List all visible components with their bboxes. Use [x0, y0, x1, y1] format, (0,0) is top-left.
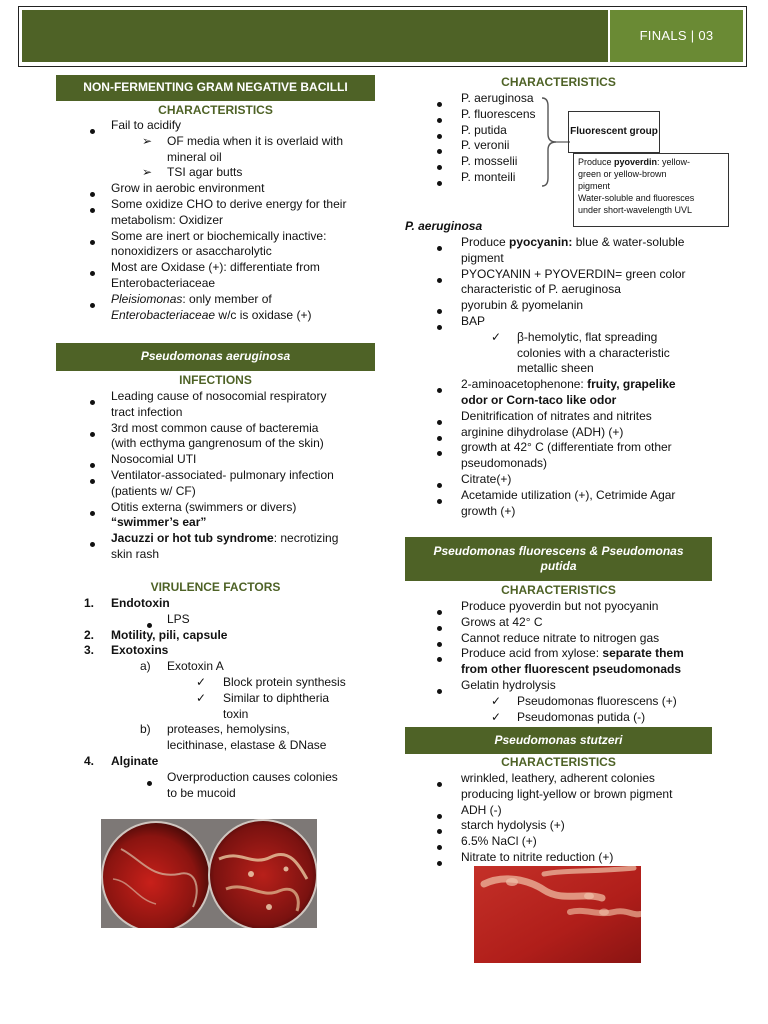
list-item-text: Grow in aerobic environment [111, 181, 265, 196]
list-item [0, 409, 720, 425]
list-item-text: pyorubin & pyomelanin [461, 298, 584, 313]
list-item-text: pseudomonads) [461, 456, 548, 471]
list-item-text: lecithinase, elastase & DNase [167, 738, 327, 753]
check-item [0, 330, 720, 346]
italic-term: Pleisiomonas [111, 291, 183, 306]
subheading-infections: INFECTIONS [179, 373, 252, 387]
bold-term: Jacuzzi or hot tub syndrome [111, 531, 274, 546]
list-item-text: Ventilator-associated- pulmonary infection [111, 467, 334, 482]
list-item [0, 377, 720, 393]
list-item [0, 440, 720, 456]
list-item [0, 834, 720, 850]
numbered-item [0, 754, 380, 770]
list-item-continued [0, 393, 720, 409]
list-item [0, 154, 560, 170]
list-item-text: Most are Oxidase (+): differentiate from [111, 260, 320, 275]
subheading-virulence: VIRULENCE FACTORS [150, 580, 281, 594]
list-item-text: Fail to acidify [111, 118, 182, 132]
list-item-text: PYOCYANIN + PYOVERDIN= green color [461, 266, 686, 281]
list-item-text: Acetamide utilization (+), Cetrimide Agar [461, 487, 676, 502]
section-title-text: NON-FERMENTING GRAM NEGATIVE BACILLI [83, 80, 348, 95]
italic-term: Enterobacteriaceae [111, 307, 216, 322]
item-letter: a) [140, 659, 151, 674]
list-item-text: Otitis externa (swimmers or divers) [111, 499, 297, 514]
species-name: P. mosselii [461, 154, 518, 169]
list-item-text: characteristic of P. aeruginosa [461, 282, 621, 297]
list-item [0, 678, 720, 694]
check-item [0, 710, 720, 726]
pyo-text: Produce [578, 157, 615, 167]
pyo-text: : yellow- [657, 157, 691, 167]
list-item-text: Cannot reduce nitrate to nitrogen gas [461, 630, 660, 645]
list-item-text: 2-aminoacetophenone: [461, 377, 588, 392]
list-item [0, 425, 720, 441]
species-name: P. putida [461, 122, 507, 137]
subheading-characteristics: CHARACTERISTICS [158, 103, 273, 117]
list-item-continued [0, 738, 380, 754]
bold-term: fruity, grapelike [587, 377, 676, 392]
bold-term: Endotoxin [111, 596, 170, 610]
section-title-stutzeri [405, 727, 712, 754]
list-item-text: 3rd most common cause of bacteremia [111, 420, 319, 435]
paeruginosa-list [0, 235, 720, 519]
list-item-text: to be mucoid [167, 785, 236, 800]
checkmark-icon: ✓ [196, 690, 207, 705]
list-item-text: Nosocomial UTI [111, 452, 197, 467]
subheading-characteristics-right: CHARACTERISTICS [501, 75, 616, 89]
list-item-text: Some are inert or biochemically inactive: [111, 228, 327, 243]
list-item-text: w/c is oxidase (+) [215, 307, 312, 322]
bold-term: separate them [602, 646, 684, 661]
list-item [0, 314, 720, 330]
list-item-text: Similar to diphtheria [223, 690, 330, 705]
checkmark-icon: ✓ [196, 674, 207, 689]
list-item [0, 488, 720, 504]
list-item [0, 818, 720, 834]
fluorescent-group-label: Fluorescent group [570, 126, 658, 137]
list-item [0, 235, 720, 251]
list-item [0, 91, 560, 107]
list-item-continued [0, 547, 380, 563]
page-label-text: FINALS | 03 [639, 28, 714, 44]
bullet-icon [437, 181, 442, 186]
list-item [0, 646, 720, 662]
list-item [0, 615, 720, 631]
bold-term: Alginate [111, 753, 159, 768]
list-item-continued [0, 346, 720, 362]
list-item [0, 472, 720, 488]
list-item [0, 170, 560, 186]
list-item-text: skin rash [111, 546, 160, 561]
list-item [0, 123, 560, 139]
list-item [0, 197, 380, 213]
list-item-text: pigment [461, 250, 504, 265]
pyo-line [578, 156, 724, 168]
list-item-text: Produce acid from xylose: [461, 646, 603, 661]
fluorescent-group-box [568, 111, 660, 153]
pyo-line: pigment [578, 181, 611, 191]
paeruginosa-heading: P. aeruginosa [405, 219, 483, 233]
list-item-text: nonoxidizers or asaccharolytic [111, 244, 272, 259]
list-item [0, 138, 560, 154]
list-item-text: : only member of [182, 291, 272, 306]
list-item-text: Nitrate to nitrite reduction (+) [461, 849, 614, 864]
list-item-text: Denitrification of nitrates and nitrites [461, 408, 652, 423]
list-item-text: Leading cause of nosocomial respiratory [111, 389, 327, 403]
list-item-text: TSI agar butts [167, 165, 243, 180]
list-item [0, 298, 720, 314]
list-item-text: ADH (-) [461, 802, 502, 817]
list-item-text: arginine dihydrolase (ADH) (+) [461, 424, 624, 439]
list-item-continued [0, 213, 380, 229]
subheading-stutzeri-characteristics: CHARACTERISTICS [501, 755, 616, 769]
species-name: P. veronii [461, 138, 510, 153]
species-list [0, 91, 560, 186]
list-item-text: colonies with a characteristic [517, 345, 670, 360]
list-item-text: BAP [461, 313, 486, 328]
arrow-bullet-icon: ➢ [142, 165, 153, 180]
fluorescens-putida-list [0, 599, 720, 725]
list-item [0, 599, 720, 615]
species-name: P. monteili [461, 169, 516, 184]
page-label [610, 10, 743, 62]
list-item-text: Pseudomonas fluorescens (+) [517, 693, 677, 708]
item-letter: b) [140, 722, 151, 737]
section-title-text: Pseudomonas aeruginosa [140, 349, 291, 364]
list-item-text: 6.5% NaCl (+) [461, 834, 537, 849]
list-item-text: wrinkled, leathery, adherent colonies [461, 771, 655, 785]
list-item-text: LPS [167, 611, 190, 626]
subheading-fp-characteristics: CHARACTERISTICS [501, 583, 616, 597]
list-item-text: Gelatin hydrolysis [461, 677, 556, 692]
list-item-text: β-hemolytic, flat spreading [517, 329, 658, 344]
list-item-continued [0, 251, 720, 267]
list-item-text: starch hydolysis (+) [461, 818, 565, 833]
list-item [0, 631, 720, 647]
list-item [0, 771, 720, 787]
checkmark-icon: ✓ [491, 693, 502, 708]
list-item-continued [0, 504, 720, 520]
bold-term: from other fluorescent pseudomonads [461, 662, 682, 677]
list-item-text: toxin [223, 706, 249, 721]
section-title-text: putida [540, 559, 577, 573]
pyo-line: Water-soluble and fluoresces [578, 193, 695, 203]
bold-term: pyocyanin: [509, 235, 573, 249]
list-item [0, 850, 720, 866]
header-bar [22, 10, 608, 62]
list-item-text: Produce [461, 235, 510, 249]
arrow-bullet-icon: ➢ [142, 133, 153, 148]
pyoverdin-box [573, 153, 729, 227]
list-item-text: metabolism: Oxidizer [111, 212, 224, 227]
list-item [0, 267, 720, 283]
list-item-continued [0, 361, 720, 377]
bold-term: odor or Corn-taco like odor [461, 392, 617, 407]
list-item-continued [0, 662, 720, 678]
checkmark-icon: ✓ [491, 329, 502, 344]
checkmark-icon: ✓ [491, 709, 502, 724]
list-item-text: Pseudomonas putida (-) [517, 709, 646, 724]
list-item-text: OF media when it is overlaid with [167, 133, 344, 148]
list-item-text: Produce pyoverdin but not pyocyanin [461, 599, 659, 613]
list-item-text: Citrate(+) [461, 471, 512, 486]
list-item-text: blue & water-soluble [572, 235, 685, 249]
list-item-text: Some oxidize CHO to derive energy for their [111, 196, 347, 211]
bold-term: Exotoxins [111, 643, 169, 658]
list-item-text: Enterobacteriaceae [111, 275, 216, 290]
pyo-bold: pyoverdin [614, 157, 658, 167]
list-item-text: metallic sheen [517, 361, 594, 376]
list-item [0, 531, 380, 547]
stutzeri-list [0, 771, 720, 866]
list-item-text: (with ecthyma gangrenosum of the skin) [111, 436, 324, 451]
list-item-text: Overproduction causes colonies [167, 769, 338, 784]
list-item [0, 803, 720, 819]
list-item-continued [0, 787, 720, 803]
section-title-fluorescens-putida [405, 537, 712, 581]
species-name: P. fluorescens [461, 106, 536, 121]
list-item-text: Exotoxin A [167, 659, 224, 674]
list-item-text: : necrotizing [273, 531, 339, 546]
list-item-text: (patients w/ CF) [111, 483, 196, 498]
list-item-text: mineral oil [167, 149, 222, 164]
list-item-text: Block protein synthesis [223, 674, 346, 689]
stutzeri-colonies-photo [474, 866, 641, 963]
item-number: 3. [84, 643, 95, 658]
section-title-text: Pseudomonas fluorescens & Pseudomonas [433, 544, 684, 558]
list-item-text: tract infection [111, 404, 183, 419]
section-title-text: Pseudomonas stutzeri [494, 732, 623, 747]
bullet-icon [437, 861, 442, 866]
list-item [0, 107, 560, 123]
list-item-text: Grows at 42° C [461, 614, 543, 629]
item-number: 1. [84, 596, 95, 610]
list-item-text: growth at 42° C (differentiate from other [461, 440, 672, 455]
list-item-text: producing light-yellow or brown pigment [461, 786, 673, 801]
item-number: 4. [84, 753, 95, 768]
list-item-continued [0, 456, 720, 472]
bold-term: “swimmer’s ear” [111, 515, 207, 530]
pyo-line: under short-wavelength UVL [578, 205, 693, 215]
list-item-text: growth (+) [461, 503, 516, 518]
pyo-line: green or yellow-brown [578, 169, 667, 179]
bold-term: Motility, pili, capsule [111, 627, 228, 642]
list-item-continued [0, 282, 720, 298]
item-number: 2. [84, 627, 95, 642]
check-item [0, 694, 720, 710]
list-item-text: proteases, hemolysins, [167, 722, 290, 737]
species-name: P. aeruginosa [461, 91, 534, 105]
